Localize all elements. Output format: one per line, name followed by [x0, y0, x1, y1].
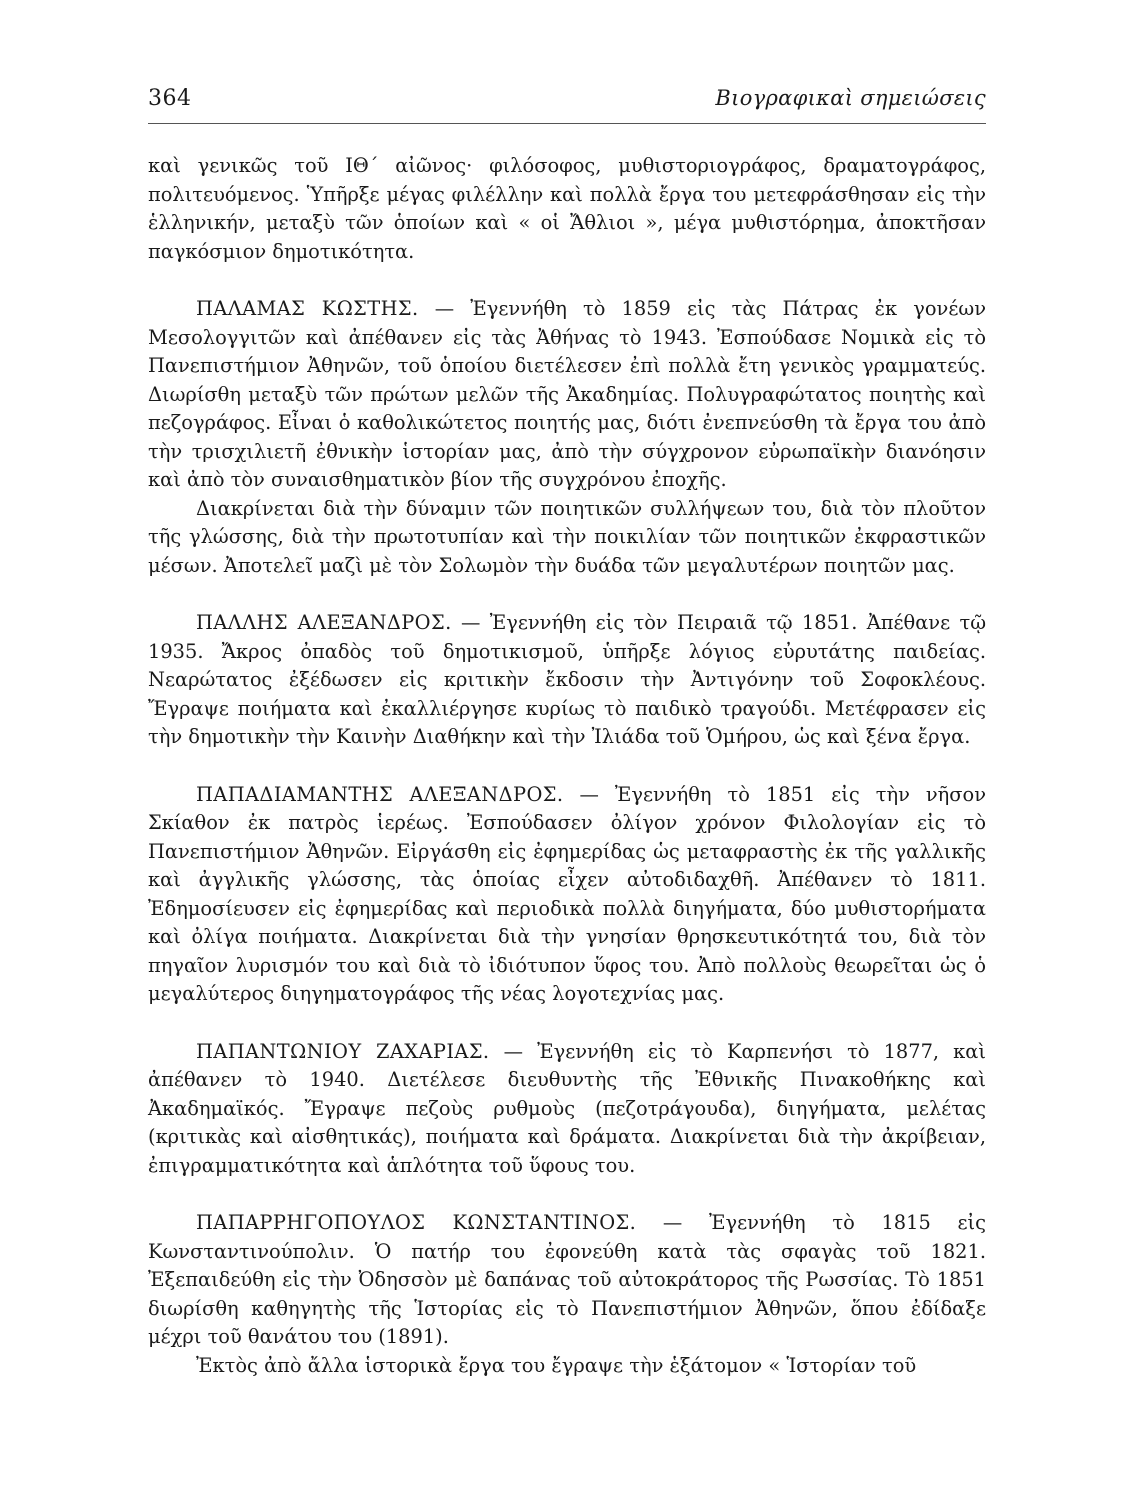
entry-paragraph: [148, 1209, 986, 1352]
entry-continuation: Ἐκτὸς ἀπὸ ἄλλα ἱστορικὰ ἔργα του ἔγραψε τὴν ἑξάτομον « Ἱστορίαν τοῦ: [196, 1353, 917, 1377]
entry-heading: ΠΑΠΑΡΡΗΓΟΠΟΥΛΟΣ ΚΩΝΣΤΑΝΤΙΝΟΣ.: [196, 1211, 637, 1234]
entry-text: — Ἐγεννήθη εἰς τὸν Πειραιᾶ τῷ 1851. Ἀπέθανε τῷ 1935. Ἄκρος ὀπαδὸς τοῦ δημοτικισμοῦ, ὑπῆρξε λόγιος εὐρυτάτης παιδείας. Νεαρώτατος ἐξέδωσεν εἰς κριτικὴν ἔκδοσιν τὴν Ἀντιγόνην τοῦ Σοφοκλέους. Ἔγραψε ποιήματα καὶ ἐκαλλιέργησε κυρίως τὸ παιδικὸ τραγούδι. Μετέφρασεν εἰς τὴν δημοτικὴν τὴν Καινὴν Διαθήκην καὶ τὴν Ἰλιάδα τοῦ Ὁμήρου, ὡς καὶ ξένα ἔργα.: [148, 611, 987, 748]
entry-paragraph: [148, 295, 986, 495]
entry-heading: ΠΑΠΑΝΤΩΝΙΟΥ ΖΑΧΑΡΙΑΣ.: [196, 1039, 490, 1063]
page-number: 364: [148, 86, 192, 111]
entry-heading: ΠΑΛΛΗΣ ΑΛΕΞΑΝΔΡΟΣ.: [196, 611, 452, 634]
entry-text: — Ἐγεννήθη τὸ 1859 εἰς τὰς Πάτρας ἐκ γονέων Μεσολογγιτῶν καὶ ἀπέθανεν εἰς τὰς Ἀθήνας τὸ 1943. Ἐσπούδασε Νομικὰ εἰς τὸ Πανεπιστήμιον Ἀθηνῶν, τοῦ ὁποίου διετέλεσεν ἐπὶ πολλὰ ἔτη γενικὸς γραμματεύς. Διωρίσθη μεταξὺ τῶν πρώτων μελῶν τῆς Ἀκαδημίας. Πολυγραφώτατος ποιητὴς καὶ πεζογράφος. Εἶναι ὁ καθολικώτετος ποιητής μας, διότι ἐνεπνεύσθη τὰ ἔργα του ἀπὸ τὴν τρισχιλιετῆ ἐθνικὴν ἱστορίαν μας, ἀπὸ τὴν σύγχρονον εὐρωπαϊκὴν διανόησιν καὶ ἀπὸ τὸν συναισθηματικὸν βίον τῆς συγχρόνου ἐποχῆς.: [148, 297, 986, 491]
page-header: [148, 86, 986, 120]
entry-palamas: [148, 295, 986, 580]
entry-papadiamantis: [148, 781, 986, 1009]
entry-paparrigopoulos: [148, 1209, 986, 1380]
entry-paragraph: [148, 781, 986, 1009]
entry-continuation: Διακρίνεται διὰ τὴν δύναμιν τῶν ποιητικῶν συλλήψεων του, διὰ τὸν πλοῦτον τῆς γλώσσης, διὰ τὴν πρωτοτυπίαν καὶ τὴν ποικιλίαν τῶν ποιητικῶν ἐκφραστικῶν μέσων. Ἀποτελεῖ μαζὶ μὲ τὸν Σολωμὸν τὴν δυάδα τῶν μεγαλυτέρων ποιητῶν μας.: [148, 496, 986, 577]
entry-text: — Ἐγεννήθη τὸ 1815 εἰς Κωνσταντινούπολιν. Ὁ πατήρ του ἐφονεύθη κατὰ τὰς σφαγὰς τοῦ 1821. Ἐξεπαιδεύθη εἰς τὴν Ὀδησσὸν μὲ δαπάνας τοῦ αὐτοκράτορος τῆς Ρωσσίας. Τὸ 1851 διωρίσθη καθηγητὴς τῆς Ἱστορίας εἰς τὸ Πανεπιστήμιον Ἀθηνῶν, ὅπου ἐδίδαξε μέχρι τοῦ θανάτου του (1891).: [148, 1211, 986, 1348]
header-rule: [148, 123, 986, 124]
entry-paragraph: [148, 609, 986, 752]
page-body: [148, 152, 986, 1380]
running-title: Βιογραφικαὶ σημειώσεις: [715, 86, 986, 110]
entry-pallis: [148, 609, 986, 752]
entry-paragraph: [148, 1038, 986, 1181]
intro-paragraph: καὶ γενικῶς τοῦ ΙΘ΄ αἰῶνος· φιλόσοφος, μυθιστοριογράφος, δραματογράφος, πολιτευόμενος. Ὑπῆρξε μέγας φιλέλλην καὶ πολλὰ ἔργα του μετεφράσθησαν εἰς τὴν ἑλληνικήν, μεταξὺ τῶν ὁποίων καὶ « οἱ Ἄθλιοι », μέγα μυθιστόρημα, ἀποκτῆσαν παγκόσμιον δημοτικότητα.: [148, 154, 986, 263]
entry-heading: ΠΑΛΑΜΑΣ ΚΩΣΤΗΣ.: [196, 297, 419, 320]
entry-text: — Ἐγεννήθη εἰς τὸ Καρπενήσι τὸ 1877, καὶ ἀπέθανεν τὸ 1940. Διετέλεσε διευθυντὴς τῆς Ἐθνικῆς Πινακοθήκης καὶ Ἀκαδημαϊκός. Ἔγραψε πεζοὺς ρυθμοὺς (πεζοτράγουδα), διηγήματα, μελέτας (κριτικὰς καὶ αἰσθητικάς), ποιήματα καὶ δράματα. Διακρίνεται διὰ τὴν ἀκρίβειαν, ἐπιγραμματικότητα καὶ ἁπλότητα τοῦ ὕφους του.: [148, 1039, 986, 1177]
entry-text: — Ἐγεννήθη τὸ 1851 εἰς τὴν νῆσον Σκίαθον ἐκ πατρὸς ἱερέως. Ἐσπούδασεν ὀλίγον χρόνον Φιλολογίαν εἰς τὸ Πανεπιστήμιον Ἀθηνῶν. Εἰργάσθη εἰς ἐφημερίδας ὡς μεταφραστὴς ἐκ τῆς γαλλικῆς καὶ ἀγγλικῆς γλώσσης, τὰς ὁποίας εἶχεν αὐτοδιδαχθῆ. Ἀπέθανεν τὸ 1811. Ἐδημοσίευσεν εἰς ἐφημερίδας καὶ περιοδικὰ πολλὰ διηγήματα, δύο μυθιστορήματα καὶ ὀλίγα ποιήματα. Διακρίνεται διὰ τὴν γνησίαν θρησκευτικότητά του, διὰ τὸν πηγαῖον λυρισμόν του καὶ διὰ τὸ ἰδιότυπον ὕφος του. Ἀπὸ πολλοὺς θεωρεῖται ὡς ὁ μεγαλύτερος διηγηματογράφος τῆς νέας λογοτεχνίας μας.: [148, 782, 986, 1005]
entry-heading: ΠΑΠΑΔΙΑΜΑΝΤΗΣ ΑΛΕΞΑΝΔΡΟΣ.: [196, 782, 564, 806]
entry-papantoniou: [148, 1038, 986, 1181]
